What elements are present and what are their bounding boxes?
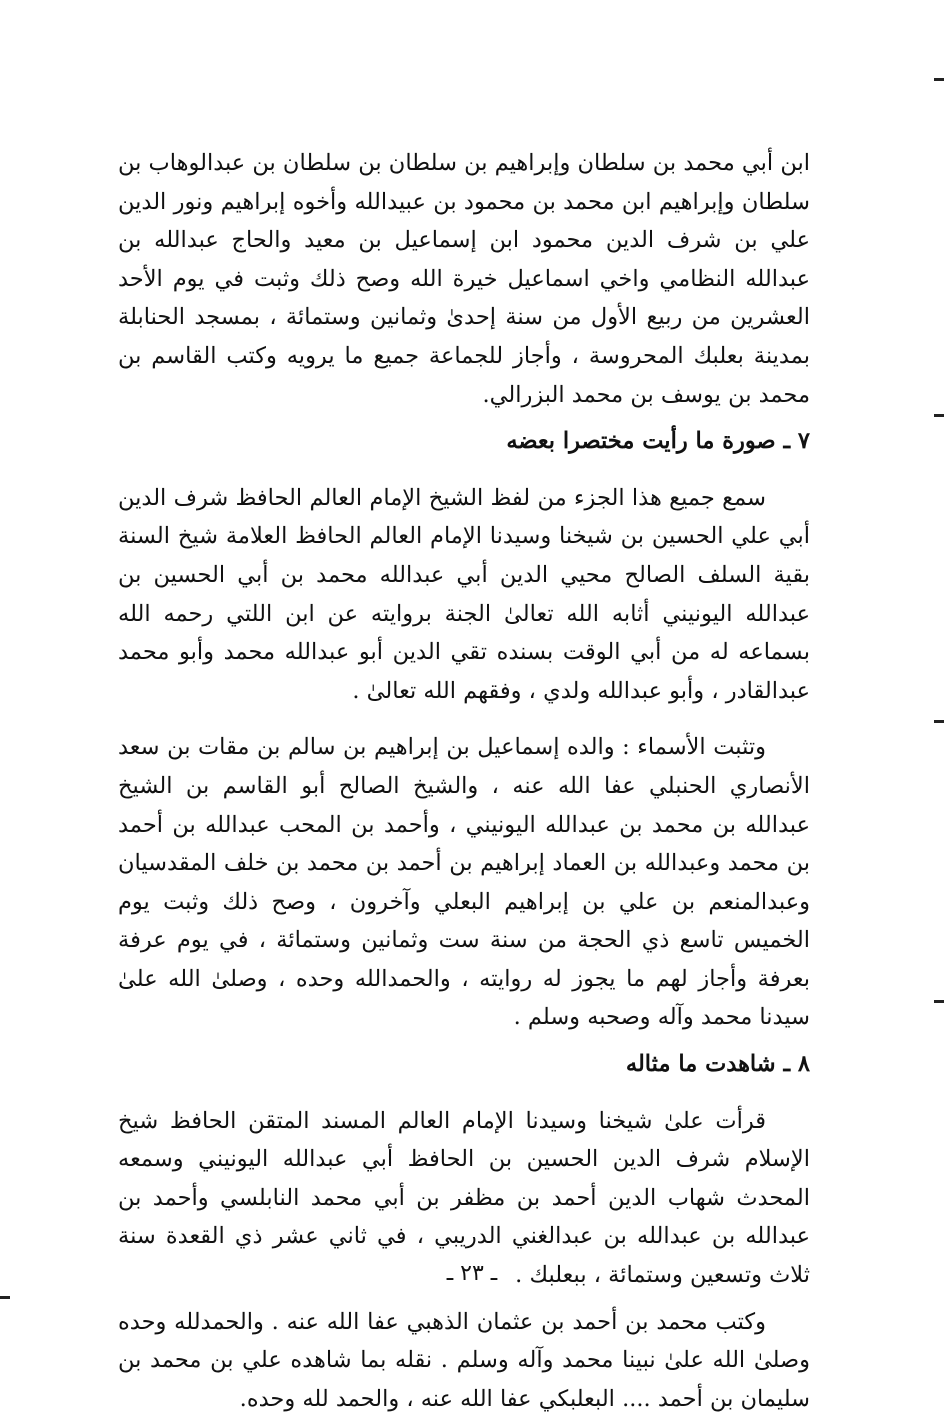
edge-mark-lower-right — [934, 720, 944, 723]
edge-mark-top-right — [934, 78, 944, 81]
section-heading-8: ٨ ـ شاهدت ما مثاله — [625, 1051, 810, 1078]
paragraph-2: سمع جميع هذا الجزء من لفظ الشيخ الإمام العالم الحافظ شرف الدين أبي علي الحسين بن شيخنا وسيدنا الإمام العالم الحافظ العلامة شيخ السنة بقية السلف الصالح محيي الدين أبي عبدالله محمد بن أبي الحسين بن عبدالله اليونيني أثابه الله تعالىٰ الجنة بروايته عن ابن اللتي رحمه الله بسماعه له من أبي الوقت بسنده تقي الدين أبو عبدالله محمد وأبو محمد عبدالقادر ، وأبو عبدالله ولدي ، وفقهم الله تعالىٰ . — [118, 484, 810, 704]
edge-mark-mid-right — [934, 414, 944, 417]
edge-mark-bottom-right — [934, 1000, 944, 1003]
paragraph-1: ابن أبي محمد بن سلطان وإبراهيم بن سلطان بن سلطان بن عبدالوهاب بن سلطان وإبراهيم ابن محمد بن محمود بن عبيدالله وأخوه إبراهيم ونور الدين علي بن شرف الدين محمود ابن إسماعيل بن معيد والحاج عبدالله بن عبدالله النظامي واخي اسماعيل خيرة الله وصح ذلك وثبت في يوم الأحد العشرين من ربيع الأول من سنة إحدىٰ وثمانين وستمائة ، بمسجد الحنابلة بمدينة بعلبك المحروسة ، وأجاز للجماعة جميع ما يرويه وكتب القاسم بن محمد بن يوسف بن محمد البزرالي. — [118, 150, 810, 408]
paragraph-3: وتثبت الأسماء : والده إسماعيل بن إبراهيم بن سالم بن مقات بن سعد الأنصاري الحنبلي عفا الله عنه ، والشيخ الصالح أبو القاسم بن الشيخ عبدالله بن محمد بن عبدالله اليونيني ، وأحمد بن المحب عبدالله بن أحمد بن محمد وعبدالله بن العماد إبراهيم بن أحمد بن محمد بن خلف المقدسيان وعبدالمنعم بن علي بن إبراهيم البعلي وآخرون ، وصح ذلك وثبت يوم الخميس تاسع ذي الحجة من سنة ست وثمانين وستمائة ، في يوم عرفة بعرفة وأجاز لهم ما يجوز له روايته ، والحمدالله وحده ، وصلىٰ الله علىٰ سيدنا محمد وآله وصحبه وسلم . — [118, 734, 810, 1031]
section-heading-7: ٧ ـ صورة ما رأيت مختصرا بعضه — [506, 428, 810, 455]
paragraph-4: قرأت علىٰ شيخنا وسيدنا الإمام العالم المسند المتقن الحافظ شيخ الإسلام شرف الدين الحسين بن الحافظ أبي عبدالله اليونيني وسمعه المحدث شهاب الدين أحمد بن مظفر بن أبي محمد النابلسي وأحمد بن عبدالله بن عبدالله بن عبدالغني الدريبي ، في ثاني عشر ذي القعدة سنة ثلاث وتسعين وستمائة ، ببعلبك . — [118, 1107, 810, 1289]
edge-mark-bottom-left — [0, 1296, 10, 1299]
paragraph-5: وكتب محمد بن أحمد بن عثمان الذهبي عفا الله عنه . والحمدلله وحده وصلىٰ الله علىٰ نبينا محمد وآله وسلم . نقله بما شاهده علي بن محمد بن سليمان بن أحمد .... البعلبكي عفا الله عنه ، والحمد لله وحده. — [118, 1308, 810, 1412]
document-page — [118, 144, 810, 1418]
page-number: ـ ٢٣ ـ — [446, 1261, 498, 1286]
